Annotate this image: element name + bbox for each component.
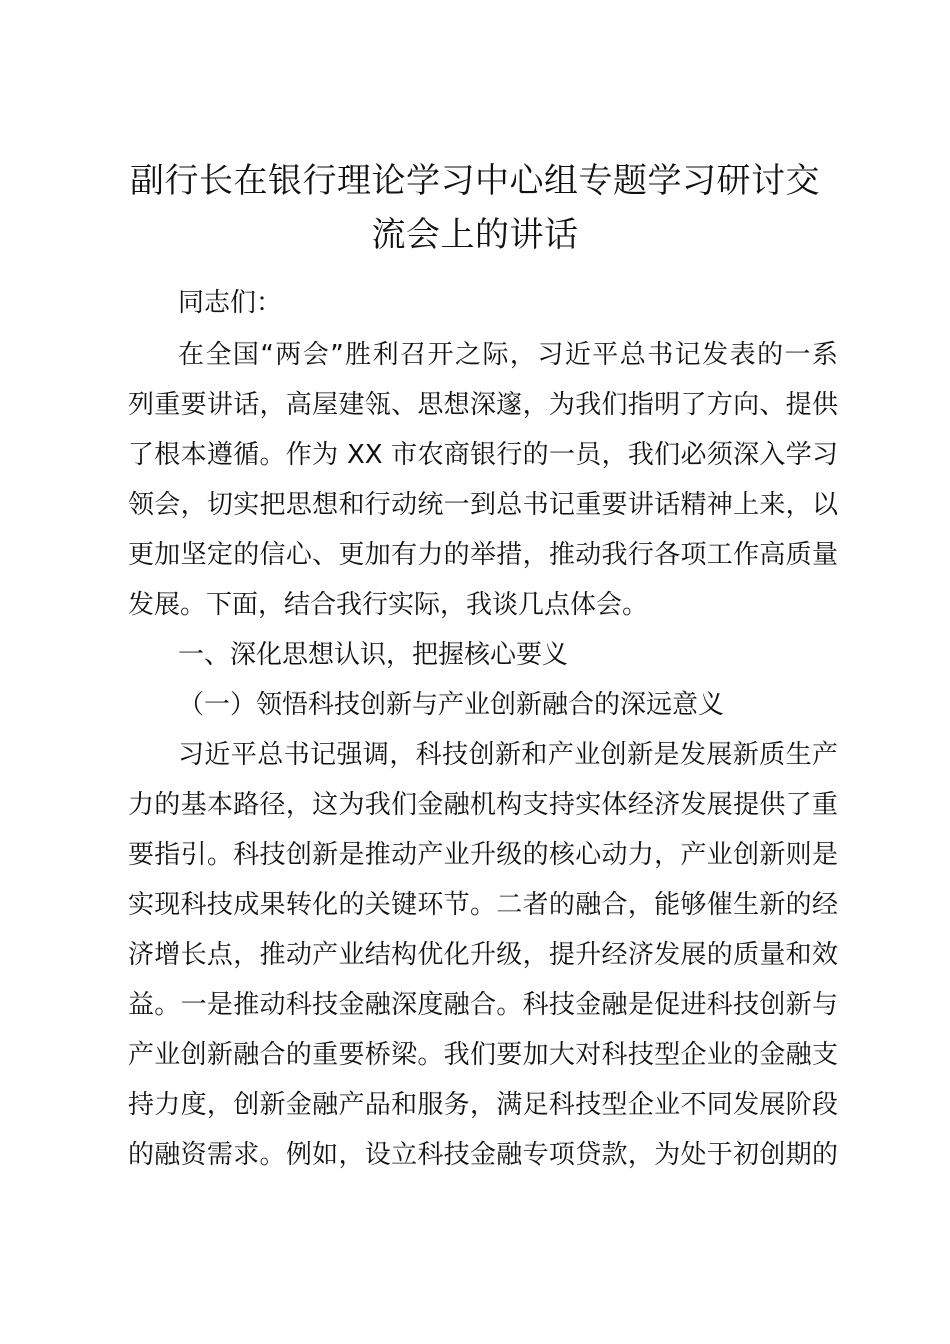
paragraph-line: 持力度，创新金融产品和服务，满足科技型企业不同发展阶段 [128,1090,838,1120]
paragraph-line: 领会，切实把思想和行动统一到总书记重要讲话精神上来，以 [128,490,838,520]
paragraph-line: 在全国“两会”胜利召开之际，习近平总书记发表的一系 [178,340,838,370]
paragraph-line: 济增长点，推动产业结构优化升级，提升经济发展的质量和效 [128,940,838,970]
paragraph-line: 力的基本路径，这为我们金融机构支持实体经济发展提供了重 [128,790,838,820]
paragraph-line: 实现科技成果转化的关键环节。二者的融合，能够催生新的经 [128,890,838,920]
salutation: 同志们： [178,288,283,318]
document-title-line-1: 副行长在银行理论学习中心组专题学习研讨交 [130,161,820,201]
paragraph-line: 的融资需求。例如，设立科技金融专项贷款，为处于初创期的 [128,1140,838,1170]
paragraph-line: 习近平总书记强调，科技创新和产业创新是发展新质生产 [178,740,838,770]
paragraph-line: 发展。下面，结合我行实际，我谈几点体会。 [128,590,649,620]
section-heading: 一、深化思想认识，把握核心要义 [178,640,569,670]
paragraph-line: 产业创新融合的重要桥梁。我们要加大对科技型企业的金融支 [128,1040,838,1070]
document-title-line-2: 流会上的讲话 [371,215,579,255]
paragraph-line: 更加坚定的信心、更加有力的举措，推动我行各项工作高质量 [128,540,838,570]
subsection-heading: （一）领悟科技创新与产业创新融合的深远意义 [178,690,725,720]
paragraph-line: 要指引。科技创新是推动产业升级的核心动力，产业创新则是 [128,840,838,870]
paragraph-line: 列重要讲话，高屋建瓴、思想深邃，为我们指明了方向、提供 [128,390,838,420]
paragraph-line: 益。一是推动科技金融深度融合。科技金融是促进科技创新与 [128,990,838,1020]
paragraph-line: 了根本遵循。作为 XX 市农商银行的一员，我们必须深入学习 [128,440,838,470]
